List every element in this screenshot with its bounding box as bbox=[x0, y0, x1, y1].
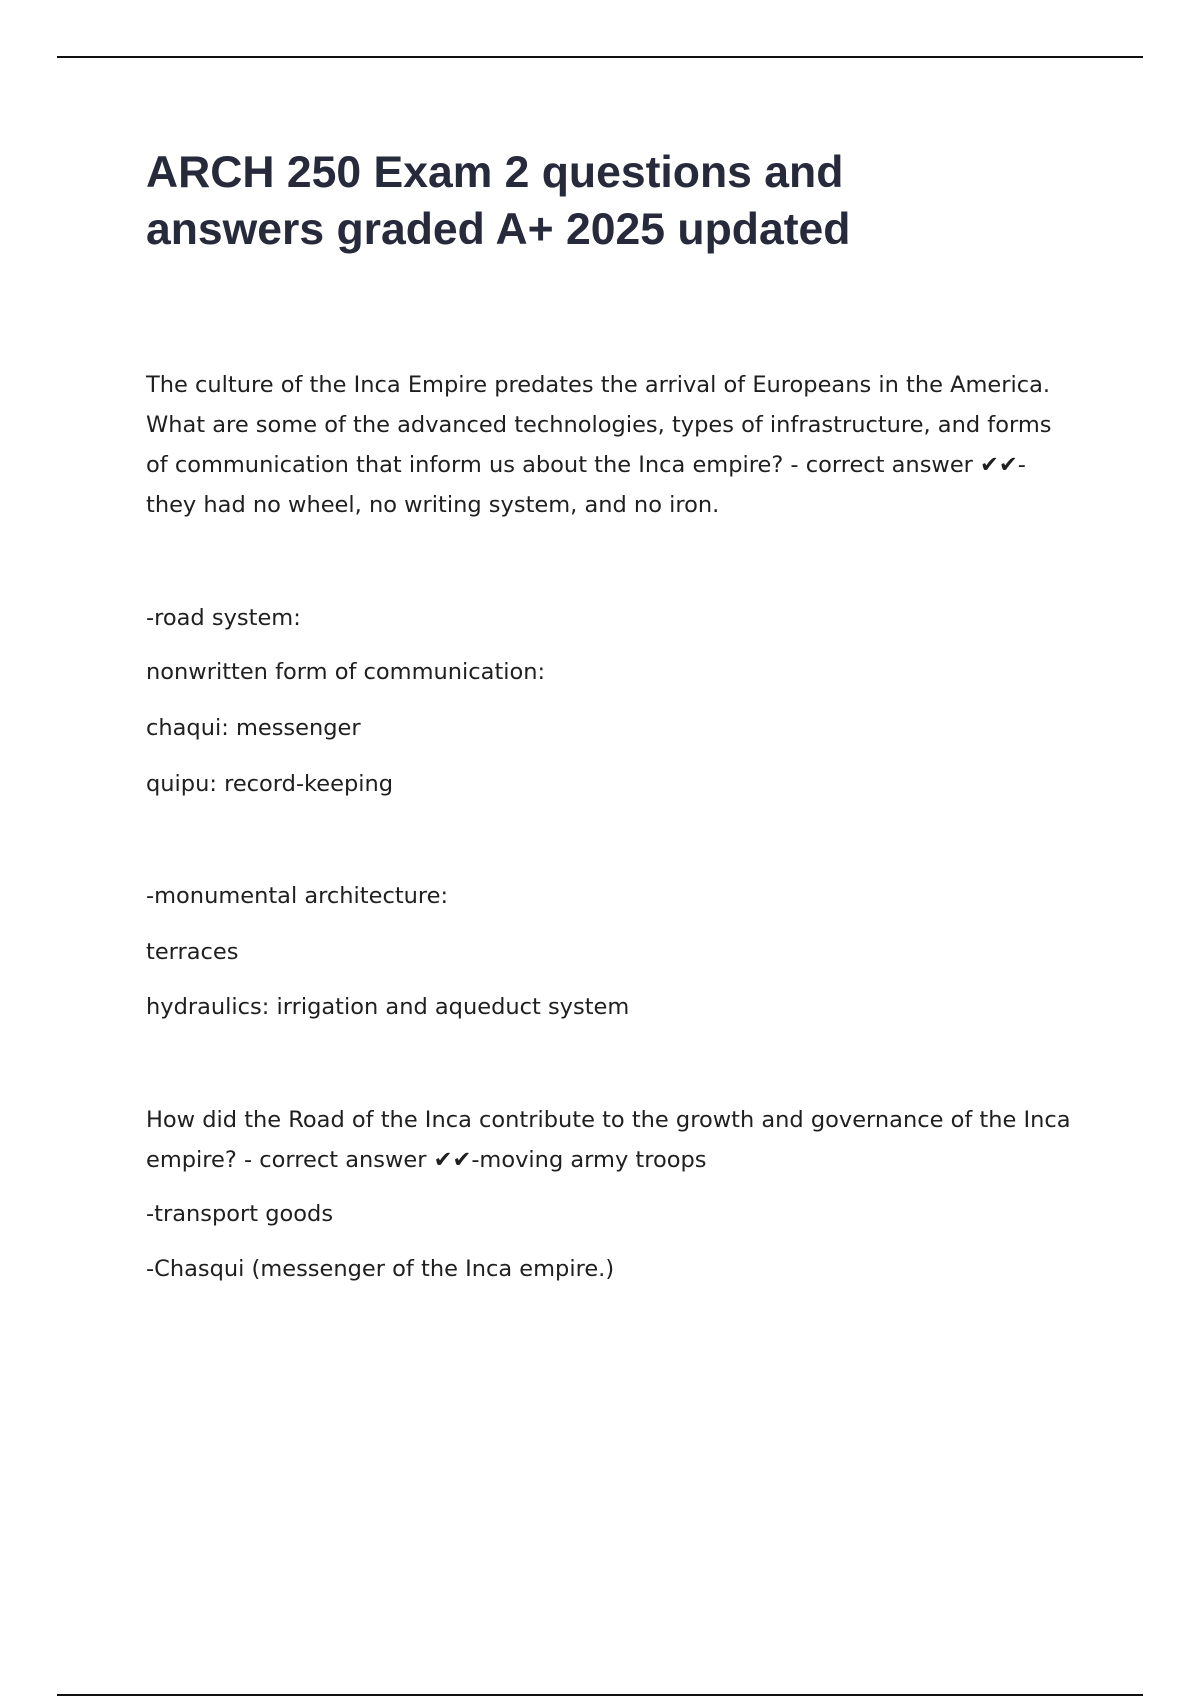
bottom-divider bbox=[57, 1694, 1143, 1696]
question-2 bbox=[146, 1100, 1071, 1180]
question-1-line-2: What are some of the advanced technologies, types of infrastructure, and forms bbox=[146, 412, 1052, 438]
answer-item-hydraulics: hydraulics: irrigation and aqueduct system bbox=[146, 994, 630, 1020]
document-title bbox=[146, 144, 1046, 258]
question-1 bbox=[146, 365, 1051, 525]
answer-item-nonwritten: nonwritten form of communication: bbox=[146, 659, 546, 685]
question-1-line-1: The culture of the Inca Empire predates the arrival of Europeans in the America. bbox=[146, 372, 1051, 398]
answer-item-road-system: -road system: bbox=[146, 605, 301, 631]
answer-item-terraces: terraces bbox=[146, 939, 239, 965]
answer-item-monumental: -monumental architecture: bbox=[146, 883, 449, 909]
question-1-line-3: of communication that inform us about the Inca empire? - correct answer ✔✔- bbox=[146, 452, 1026, 478]
question-2-line-2: empire? - correct answer ✔✔-moving army troops bbox=[146, 1147, 707, 1173]
question-1-line-4: they had no wheel, no writing system, and no iron. bbox=[146, 492, 720, 518]
title-line-1: ARCH 250 Exam 2 questions and bbox=[146, 148, 844, 197]
answer-item-quipu: quipu: record-keeping bbox=[146, 771, 394, 797]
question-2-line-1: How did the Road of the Inca contribute to the growth and governance of the Inca bbox=[146, 1107, 1071, 1133]
answer-item-chaqui: chaqui: messenger bbox=[146, 715, 361, 741]
title-line-2: answers graded A+ 2025 updated bbox=[146, 205, 851, 254]
top-divider bbox=[57, 56, 1143, 58]
answer-item-transport: -transport goods bbox=[146, 1201, 334, 1227]
answer-item-chasqui: -Chasqui (messenger of the Inca empire.) bbox=[146, 1256, 615, 1282]
